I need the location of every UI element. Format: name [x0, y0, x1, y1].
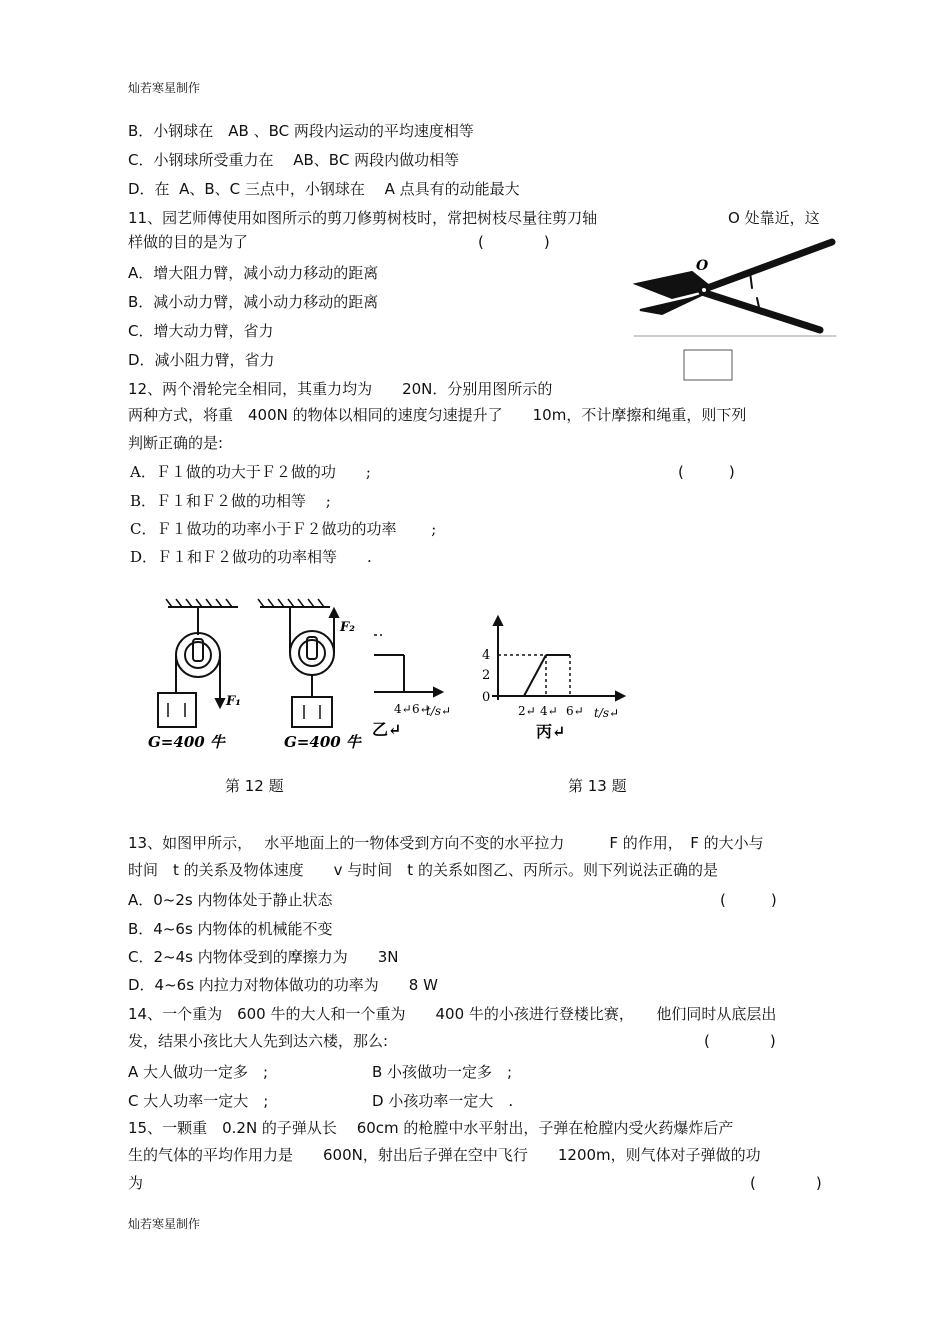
q13-stem-line1: 13、如图甲所示， 水平地面上的一物体受到方向不变的水平拉力 F 的作用， F 的大小与 [128, 834, 764, 852]
graph-bing-xtick-4: 4↵ [540, 704, 558, 718]
q15-stem-line3: 为 [128, 1174, 144, 1192]
graph-bing-axis-t: t/s↵ [594, 706, 620, 720]
caption-q12: 第 12 题 [225, 777, 284, 795]
force-f1-label: F₁ [226, 694, 241, 709]
page-header: 灿若寒星制作 [128, 81, 201, 95]
q10-option-c: C．小钢球所受重力在 AB、BC 两段内做功相等 [128, 151, 460, 169]
q12-option-b: B．Ｆ１和Ｆ２做的功相等 ; [130, 492, 331, 510]
q12-option-c: C．Ｆ１做功的功率小于Ｆ２做功的功率 ; [130, 520, 437, 538]
q11-stem-line1: 11、园艺师傅使用如图所示的剪刀修剪树枝时，常把树枝尽量往剪刀轴 [128, 209, 598, 227]
q13-option-c: C．2~4s 内物体受到的摩擦力为 3N [128, 948, 399, 966]
q12-stem-line2: 两种方式，将重 400N 的物体以相同的速度匀速提升了 10m，不计摩擦和绳重，则下列 [128, 406, 747, 424]
q11-stem-line2: 样做的目的是为了 [128, 233, 249, 251]
graph-bing-xtick-6: 6↵ [566, 704, 584, 718]
q14-answer-paren: ( ) [704, 1032, 776, 1050]
caption-q13: 第 13 题 [568, 777, 627, 795]
q13-answer-paren: ( ) [720, 891, 777, 909]
pivot-label: O [696, 258, 709, 274]
graph-yi-tick-4: 4↵ [394, 702, 412, 716]
weight-label-2: G=400 牛 [284, 733, 361, 751]
q14-option-a: A 大人做功一定多 ; [128, 1063, 269, 1081]
scissors-figure [632, 232, 837, 382]
q13-option-d: D．4~6s 内拉力对物体做功的功率为 8 W [128, 976, 438, 994]
pulley-and-graph-figures [130, 595, 650, 760]
q15-stem-line1: 15、一颗重 0.2N 的子弹从长 60cm 的枪膛中水平射出，子弹在枪膛内受火药爆炸后产 [128, 1119, 734, 1137]
q12-option-a: A．Ｆ１做的功大于Ｆ２做的功 ; [130, 463, 371, 481]
graph-yi-label: 乙↵ [372, 720, 402, 739]
q15-stem-line2: 生的气体的平均作用力是 600N，射出后子弹在空中飞行 1200m，则气体对子弹做的功 [128, 1146, 761, 1164]
q12-option-d: D．Ｆ１和Ｆ２做功的功率相等 . [130, 548, 372, 566]
q14-option-c: C 大人功率一定大 ; [128, 1092, 269, 1110]
graph-bing-xtick-2: 2↵ [518, 704, 536, 718]
q12-stem-line1: 12、两个滑轮完全相同，其重力均为 20N．分别用图所示的 [128, 380, 553, 398]
q13-option-a: A．0~2s 内物体处于静止状态 [128, 891, 333, 909]
force-f2-label: F₂ [340, 620, 355, 635]
q12-answer-paren: ( ) [678, 463, 735, 481]
q14-stem-line2: 发，结果小孩比大人先到达六楼，那么: [128, 1032, 389, 1050]
q14-option-d: D 小孩功率一定大 . [372, 1092, 514, 1110]
q11-option-b: B．减小动力臂，减小动力移动的距离 [128, 293, 379, 311]
q15-answer-paren: ( ) [750, 1174, 822, 1192]
page-footer: 灿若寒星制作 [128, 1217, 201, 1231]
graph-bing-ytick-0: 0 [482, 690, 491, 705]
q10-option-d: D．在 A、B、C 三点中，小钢球在 A 点具有的动能最大 [128, 180, 520, 198]
q13-option-b: B．4~6s 内物体的机械能不变 [128, 920, 333, 938]
graph-bing-ytick-2: 2 [482, 668, 491, 683]
graph-yi-axis-t: t/s↵ [426, 704, 452, 718]
q12-stem-line3: 判断正确的是: [128, 434, 224, 452]
q14-option-b: B 小孩做功一定多 ; [372, 1063, 513, 1081]
q10-option-b: B．小钢球在 AB 、BC 两段内运动的平均速度相等 [128, 122, 474, 140]
graph-bing-label: 丙↵ [536, 722, 566, 741]
q13-stem-line2: 时间 t 的关系及物体速度 v 与时间 t 的关系如图乙、丙所示。则下列说法正确的是 [128, 861, 718, 879]
weight-label-1: G=400 牛 [148, 733, 225, 751]
q11-stem-line1-end: O 处靠近，这 [728, 209, 820, 227]
q11-answer-paren: ( ) [478, 233, 550, 251]
graph-yi-tick-6: 6↵ [412, 702, 430, 716]
q11-option-c: C．增大动力臂，省力 [128, 322, 274, 340]
q11-option-a: A．增大阻力臂，减小动力移动的距离 [128, 264, 379, 282]
q14-stem-line1: 14、一个重为 600 牛的大人和一个重为 400 牛的小孩进行登楼比赛， 他们同时从底层出 [128, 1005, 777, 1023]
graph-bing-ytick-4: 4 [482, 648, 491, 663]
q11-option-d: D．减小阻力臂，省力 [128, 351, 275, 369]
